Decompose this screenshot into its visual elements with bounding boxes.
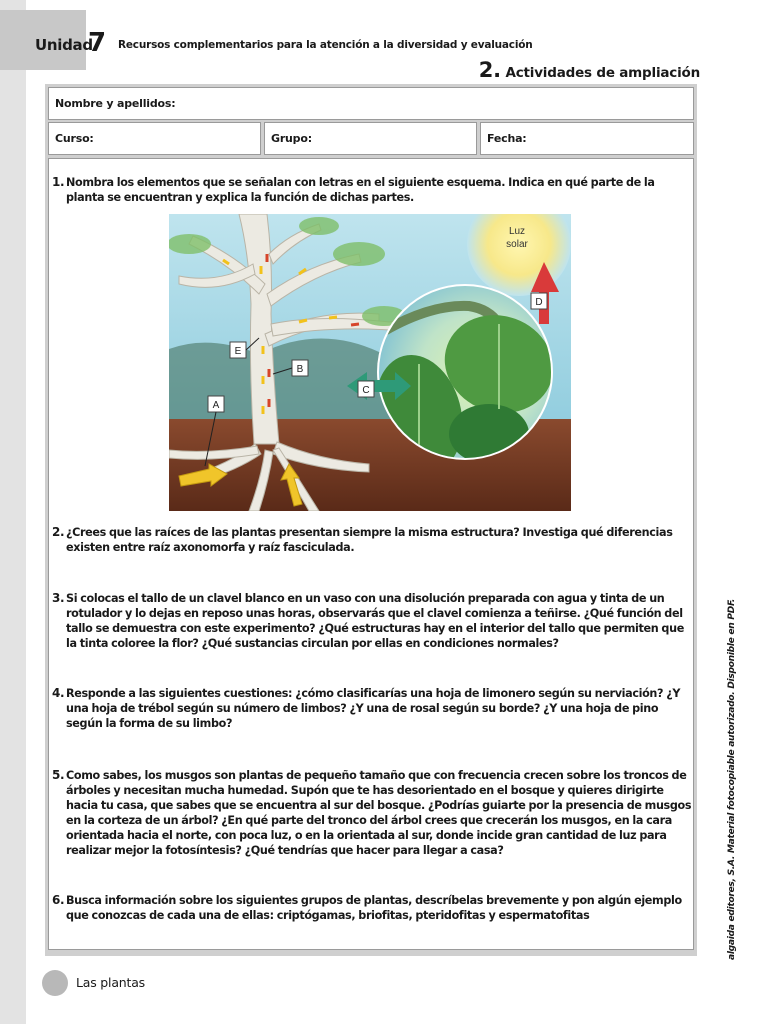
section-title-text: Actividades de ampliación	[505, 65, 700, 81]
question-text: Busca información sobre los siguientes grupos de plantas, descríbelas brevemente y pon algún ejemplo que conozcas de cada una de ellas: criptógamas, briofitas, pteridofitas y espermatofitas	[66, 894, 682, 922]
course-field[interactable]	[48, 122, 261, 155]
question-text: Nombra los elementos que se señalan con letras en el siguiente esquema. Indica en qué parte de la planta se encuentran y explica la función de dichas partes.	[66, 176, 655, 204]
header-subtitle: Recursos complementarios para la atención a la diversidad y evaluación	[118, 39, 533, 51]
question-number: 2.	[52, 525, 65, 539]
unit-number: 7	[88, 28, 107, 58]
question-text: Responde a las siguientes cuestiones: ¿cómo clasificarías una hoja de limonero según su nerviación? ¿Y una hoja de trébol según su número de limbos? ¿Y una de rosal según su borde? ¿Y una hoja de pino según la forma de su limbo?	[66, 687, 681, 730]
question-2	[52, 525, 692, 555]
label-b: B	[296, 364, 304, 375]
label-c: C	[362, 385, 370, 396]
label-e: E	[234, 346, 242, 357]
question-5	[52, 768, 692, 858]
copyright-side-note	[726, 599, 742, 960]
question-text: Como sabes, los musgos son plantas de pequeño tamaño que con frecuencia crecen sobre los troncos de árboles y necesitan mucha humedad. Supón que te has desorientado en el bosque y quieres dirigirte hacia tu casa, que sabes que se encuentra al sur del bosque. ¿Podrías guiarte por la presencia de musgos en la corteza de un árbol? ¿En qué parte del tronco del árbol crees que crecerán los musgos, en la cara orientada hacia el norte, con poca luz, o en la orientada al sur, donde incide gran cantidad de luz para realizar mejor la fotosíntesis? ¿Qué tendrías que hacer para llegar a casa?	[66, 769, 692, 857]
label-a: A	[212, 400, 220, 411]
question-number: 1.	[52, 175, 65, 189]
question-number: 6.	[52, 893, 65, 907]
date-label: Fecha:	[487, 132, 527, 145]
sun-label-line2: solar	[506, 239, 528, 250]
name-field[interactable]	[48, 87, 694, 120]
footer-bullet	[42, 970, 68, 996]
label-d: D	[535, 297, 543, 308]
left-margin-band	[0, 0, 26, 1024]
question-number: 5.	[52, 768, 65, 782]
question-text: Si colocas el tallo de un clavel blanco en un vaso con una disolución preparada con agua y tinta de un rotulador y lo dejas en reposo unas horas, observarás que el clavel comienza a teñirse. ¿Qué función del tallo se demuestra con este experimento? ¿Qué estructuras hay en el interior del tallo que permiten que la tinta coloree la flor? ¿Qué sustancias circulan por ellas en condiciones normales?	[66, 592, 684, 650]
section-title	[479, 58, 700, 82]
copyright-text: algaida editores, S.A. Material fotocopiable autorizado. Disponible en PDF.	[726, 599, 737, 960]
question-text: ¿Crees que las raíces de las plantas presentan siempre la misma estructura? Investiga qué diferencias existen entre raíz axonomorfa y raíz fasciculada.	[66, 526, 673, 554]
question-3	[52, 591, 692, 651]
name-label: Nombre y apellidos:	[55, 97, 176, 110]
group-label: Grupo:	[271, 132, 312, 145]
date-field[interactable]	[480, 122, 694, 155]
group-field[interactable]	[264, 122, 477, 155]
sun-label-line1: Luz	[508, 226, 526, 237]
course-label: Curso:	[55, 132, 94, 145]
section-number: 2.	[478, 58, 501, 82]
question-number: 3.	[52, 591, 65, 605]
plant-diagram	[169, 214, 571, 511]
footer-topic: Las plantas	[76, 975, 145, 990]
question-1	[52, 175, 692, 205]
question-number: 4.	[52, 686, 65, 700]
question-6	[52, 893, 692, 923]
unit-word: Unidad	[35, 36, 93, 54]
question-4	[52, 686, 692, 731]
